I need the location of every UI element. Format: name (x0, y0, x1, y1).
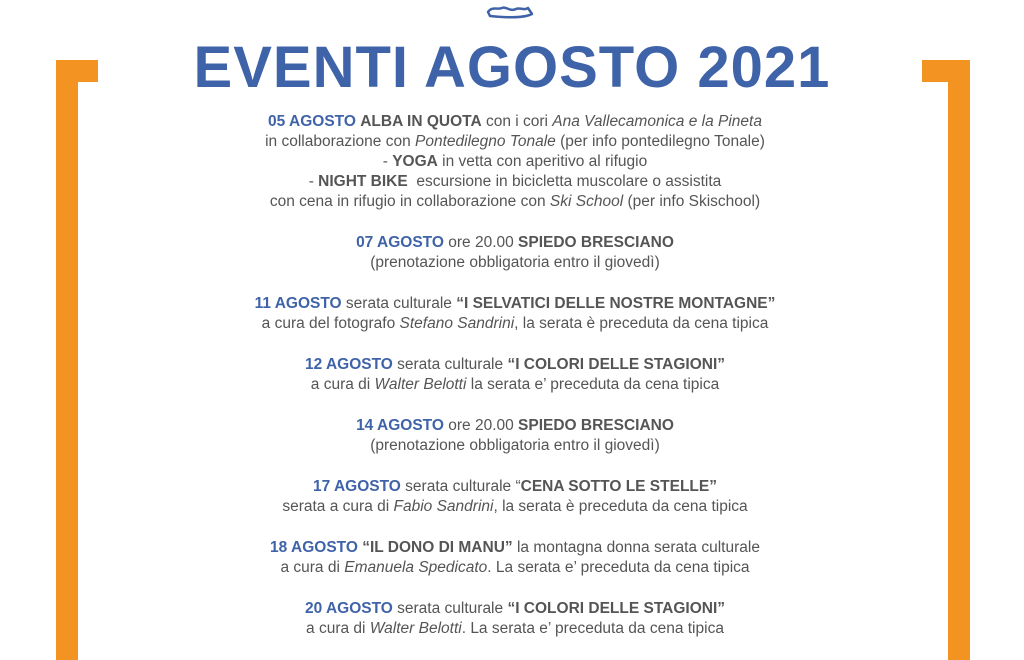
event-text: serata culturale (392, 356, 508, 373)
orange-frame-right (948, 60, 970, 660)
event-text: in vetta con aperitivo al rifugio (437, 153, 648, 170)
event-text: - (382, 153, 393, 170)
event-title: CENA SOTTO LE STELLE” (520, 478, 717, 495)
event-detail (200, 619, 830, 639)
event-detail (200, 172, 830, 192)
event-headline (200, 355, 830, 375)
event-activity: YOGA (392, 153, 438, 170)
event-host: Emanuela Spedicato (344, 559, 488, 576)
event-title: SPIEDO BRESCIANO (518, 417, 674, 434)
event-text: ore 20.00 (443, 417, 519, 434)
event-title: ALBA IN QUOTA (360, 113, 482, 130)
event-title: “I COLORI DELLE STAGIONI” (507, 600, 726, 617)
event-guest: Ana Vallecamonica e la Pineta (552, 113, 762, 130)
event-date: 20 AGOSTO (304, 600, 393, 617)
event-date: 14 AGOSTO (356, 417, 444, 434)
event-text: a cura di (310, 376, 375, 393)
event-detail (200, 497, 830, 517)
event-text: serata culturale (392, 600, 508, 617)
page-title: EVENTI AGOSTO 2021 (193, 35, 831, 100)
event-date: 18 AGOSTO (270, 539, 358, 556)
event-text: (per info Skischool) (623, 193, 761, 210)
event-title: “IL DONO DI MANU” (357, 539, 513, 556)
event-text: - (308, 173, 319, 190)
event-item (200, 294, 830, 334)
event-text: ore 20.00 (443, 234, 519, 251)
event-date: 07 AGOSTO (356, 234, 444, 251)
event-item (200, 233, 830, 273)
event-text: la serata e’ preceduta da cena tipica (466, 376, 720, 393)
event-text: serata culturale “ (400, 478, 521, 495)
event-title: SPIEDO BRESCIANO (518, 234, 674, 251)
event-title: “I COLORI DELLE STAGIONI” (507, 356, 726, 373)
event-text: (per info pontedilegno Tonale) (555, 133, 765, 150)
event-item (200, 355, 830, 395)
event-text: serata culturale (341, 295, 457, 312)
event-headline (200, 477, 830, 497)
event-host: Walter Belotti (369, 620, 462, 637)
events-list (200, 112, 830, 660)
event-date: 05 AGOSTO (268, 113, 356, 130)
event-text: con i cori (481, 113, 553, 130)
mountain-logo-icon (480, 0, 550, 20)
event-detail (200, 152, 830, 172)
event-detail (200, 558, 830, 578)
event-host: Fabio Sandrini (393, 498, 494, 515)
orange-frame-left (56, 60, 78, 660)
event-headline (200, 294, 830, 314)
event-partner: Ski School (549, 193, 624, 210)
event-text: a cura di (280, 559, 345, 576)
event-text: la montagna donna serata culturale (512, 539, 760, 556)
event-detail: (prenotazione obbligatoria entro il giovedì) (370, 254, 660, 271)
event-host: Stefano Sandrini (399, 315, 515, 332)
event-item (200, 112, 830, 212)
event-text: con cena in rifugio in collaborazione con (269, 193, 550, 210)
event-detail: (prenotazione obbligatoria entro il giovedì) (370, 437, 660, 454)
event-text: escursione in bicicletta muscolare o assistita (407, 173, 722, 190)
event-partner: Pontedilegno Tonale (415, 133, 556, 150)
event-detail (200, 192, 830, 212)
event-text: a cura del fotografo (261, 315, 400, 332)
event-text: serata a cura di (282, 498, 394, 515)
event-date: 17 AGOSTO (313, 478, 401, 495)
event-item (200, 538, 830, 578)
event-date: 12 AGOSTO (304, 356, 393, 373)
event-detail (200, 314, 830, 334)
event-text: . La serata e’ preceduta da cena tipica (461, 620, 724, 637)
event-detail (200, 375, 830, 395)
event-detail (200, 132, 830, 152)
event-activity: NIGHT BIKE (318, 173, 408, 190)
event-headline (200, 538, 830, 558)
event-item (200, 416, 830, 456)
event-text: . La serata e’ preceduta da cena tipica (487, 559, 750, 576)
event-title: “I SELVATICI DELLE NOSTRE MONTAGNE” (456, 295, 776, 312)
event-text: , la serata è preceduta da cena tipica (493, 498, 748, 515)
event-text: a cura di (306, 620, 370, 637)
event-date: 11 AGOSTO (254, 295, 342, 312)
event-text: , la serata è preceduta da cena tipica (514, 315, 769, 332)
event-headline (200, 599, 830, 619)
event-host: Walter Belotti (374, 376, 467, 393)
event-headline (200, 233, 830, 253)
event-item (200, 599, 830, 639)
event-headline (200, 416, 830, 436)
event-item (200, 477, 830, 517)
event-text: in collaborazione con (265, 133, 416, 150)
event-headline (200, 112, 830, 132)
